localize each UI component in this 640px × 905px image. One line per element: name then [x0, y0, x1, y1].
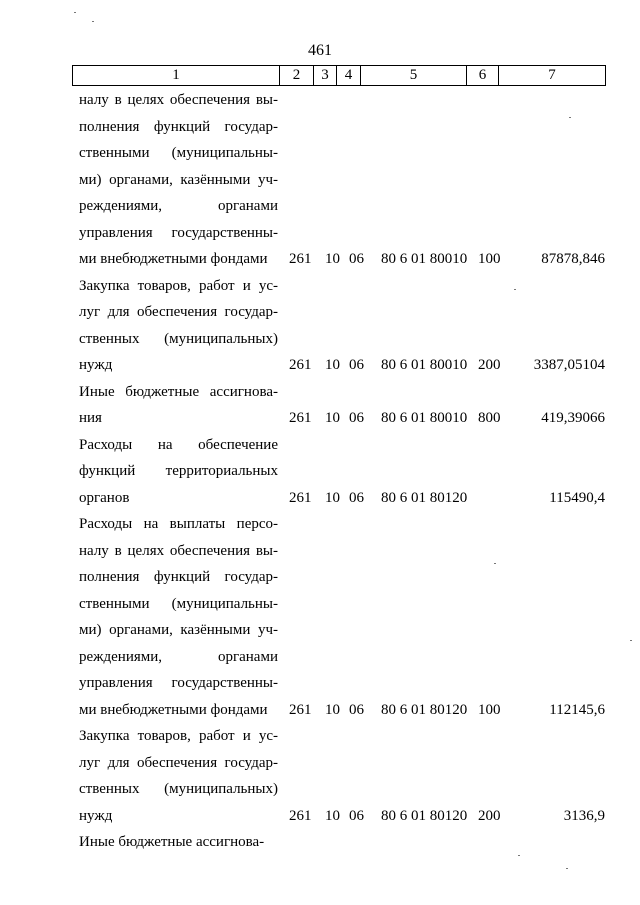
description-line: управления государственны- — [79, 224, 278, 241]
row-description — [79, 87, 278, 273]
column-3-value: 10 — [325, 251, 340, 267]
scan-speck — [74, 12, 76, 13]
column-4-value: 06 — [349, 701, 364, 718]
column-3-value: 10 — [325, 807, 340, 824]
description-line: Иные бюджетные ассигнова- — [79, 383, 278, 400]
description-line: функций территориальных — [79, 463, 278, 479]
scan-speck — [494, 563, 496, 564]
table-row — [0, 87, 640, 273]
column-2-value: 261 — [289, 410, 312, 426]
description-line: ственными (муниципальны- — [79, 595, 278, 612]
column-5-value: 80 6 01 80010 — [381, 410, 468, 426]
column-3-value: 10 — [325, 701, 340, 718]
row-description — [79, 511, 278, 723]
column-6-value: 200 — [478, 807, 501, 824]
row-description — [79, 379, 278, 432]
table-row — [0, 273, 640, 379]
column-2-value: 261 — [289, 701, 312, 718]
column-7-value: 87878,846 — [541, 251, 605, 267]
description-line: полнения функций государ- — [79, 569, 278, 585]
description-line: ственными (муниципальны- — [79, 145, 278, 161]
description-line: ми) органами, казёнными уч- — [79, 622, 278, 638]
description-line: луг для обеспечения государ- — [79, 304, 278, 320]
column-header-5: 5 — [361, 66, 467, 86]
table-row — [0, 829, 640, 856]
column-3-value: 10 — [325, 489, 340, 506]
description-line: ственных (муниципальных) — [79, 330, 278, 347]
column-6-value: 100 — [478, 701, 501, 718]
description-line: нужд — [79, 807, 113, 824]
column-header-7: 7 — [499, 66, 606, 86]
description-line: реждениями, органами — [79, 198, 278, 214]
scan-speck — [566, 868, 568, 869]
page-number: 461 — [308, 42, 332, 59]
column-6-value: 200 — [478, 357, 501, 373]
column-2-value: 261 — [289, 357, 312, 373]
scan-speck — [630, 640, 632, 641]
description-line: Закупка товаров, работ и ус- — [79, 277, 278, 294]
description-line: налу в целях обеспечения вы- — [79, 542, 278, 559]
scan-speck — [518, 855, 520, 856]
row-description — [79, 829, 278, 856]
column-5-value: 80 6 01 80120 — [381, 489, 468, 506]
description-line: Расходы на обеспечение — [79, 436, 278, 453]
column-4-value: 06 — [349, 357, 364, 373]
description-line: нужд — [79, 357, 113, 373]
scan-speck — [569, 117, 571, 118]
column-header-2: 2 — [280, 66, 314, 86]
column-7-value: 3387,05104 — [533, 357, 605, 373]
row-description — [79, 273, 278, 379]
column-header-6: 6 — [467, 66, 499, 86]
description-line: ния — [79, 410, 102, 426]
description-line: Расходы на выплаты персо- — [79, 516, 278, 532]
column-5-value: 80 6 01 80010 — [381, 357, 468, 373]
column-6-value: 100 — [478, 251, 501, 267]
column-header-1: 1 — [73, 66, 280, 86]
table-row — [0, 511, 640, 723]
column-7-value: 419,39066 — [541, 410, 605, 426]
description-line: управления государственны- — [79, 675, 278, 691]
column-5-value: 80 6 01 80120 — [381, 701, 468, 718]
description-line: луг для обеспечения государ- — [79, 754, 278, 771]
description-line: ми внебюджетными фондами — [79, 701, 268, 718]
description-line: Иные бюджетные ассигнова- — [79, 834, 265, 850]
column-header-4: 4 — [337, 66, 361, 86]
description-line: ми внебюджетными фондами — [79, 251, 268, 267]
column-3-value: 10 — [325, 357, 340, 373]
column-4-value: 06 — [349, 410, 364, 426]
column-2-value: 261 — [289, 251, 312, 267]
description-line: реждениями, органами — [79, 648, 278, 665]
scan-speck — [92, 21, 94, 22]
column-6-value: 800 — [478, 410, 501, 426]
description-line: ми) органами, казёнными уч- — [79, 171, 278, 188]
column-7-value: 3136,9 — [563, 807, 605, 824]
column-5-value: 80 6 01 80120 — [381, 807, 468, 824]
column-4-value: 06 — [349, 807, 364, 824]
column-2-value: 261 — [289, 807, 312, 824]
description-line: Закупка товаров, работ и ус- — [79, 728, 278, 744]
description-line: ственных (муниципальных) — [79, 781, 278, 797]
description-line: полнения функций государ- — [79, 118, 278, 135]
row-description — [79, 432, 278, 512]
table-row — [0, 432, 640, 512]
description-line: налу в целях обеспечения вы- — [79, 92, 278, 108]
column-header-3: 3 — [314, 66, 337, 86]
table-row — [0, 723, 640, 829]
column-2-value: 261 — [289, 489, 312, 506]
description-line: органов — [79, 489, 130, 506]
row-description — [79, 723, 278, 829]
column-4-value: 06 — [349, 489, 364, 506]
scan-speck — [514, 289, 516, 290]
column-4-value: 06 — [349, 251, 364, 267]
column-7-value: 115490,4 — [549, 489, 605, 506]
column-3-value: 10 — [325, 410, 340, 426]
column-5-value: 80 6 01 80010 — [381, 251, 468, 267]
table-row — [0, 379, 640, 432]
column-7-value: 112145,6 — [549, 701, 605, 718]
